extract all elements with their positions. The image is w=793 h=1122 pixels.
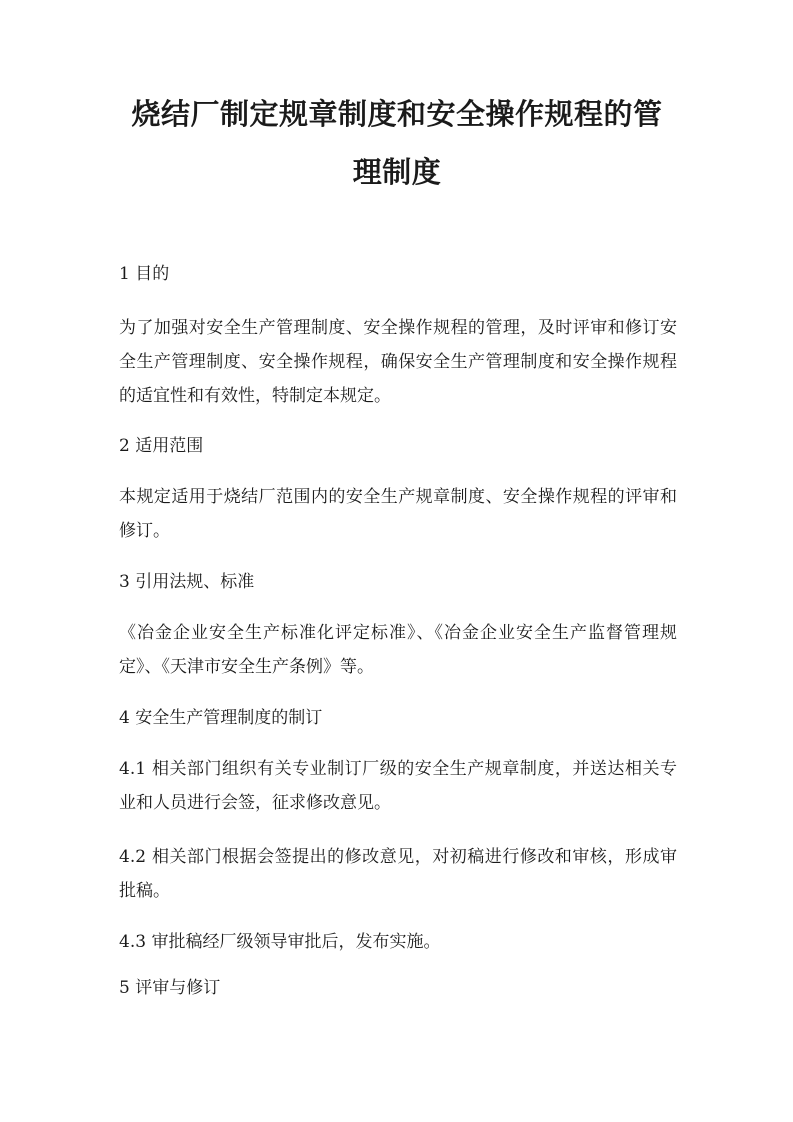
section-heading-review: 5 评审与修订 bbox=[119, 978, 221, 998]
paragraph-4-3: 4.3 审批稿经厂级领导审批后，发布实施。 bbox=[119, 932, 441, 952]
paragraph-4-2: 4.2 相关部门根据会签提出的修改意见，对初稿进行修改和审核，形成审批稿。 bbox=[119, 847, 677, 901]
paragraph-references: 《冶金企业安全生产标准化评定标准》、《冶金企业安全生产监督管理规定》、《天津市安全生产条例》等。 bbox=[119, 623, 677, 677]
document-title-line-2: 理制度 bbox=[352, 155, 442, 189]
paragraph-scope: 本规定适用于烧结厂范围内的安全生产规章制度、安全操作规程的评审和修订。 bbox=[119, 487, 677, 541]
paragraph-4-1: 4.1 相关部门组织有关专业制订厂级的安全生产规章制度，并送达相关专业和人员进行会签，征求修改意见。 bbox=[119, 759, 677, 813]
paragraph-purpose: 为了加强对安全生产管理制度、安全操作规程的管理，及时评审和修订安全生产管理制度、安全操作规程，确保安全生产管理制度和安全操作规程的适宜性和有效性，特制定本规定。 bbox=[119, 318, 677, 406]
section-heading-formulation: 4 安全生产管理制度的制订 bbox=[119, 708, 323, 728]
document-title-line-1: 烧结厂制定规章制度和安全操作规程的管 bbox=[131, 97, 663, 131]
section-heading-references: 3 引用法规、标准 bbox=[119, 572, 255, 592]
section-heading-scope: 2 适用范围 bbox=[119, 436, 204, 456]
section-heading-purpose: 1 目的 bbox=[119, 264, 170, 284]
